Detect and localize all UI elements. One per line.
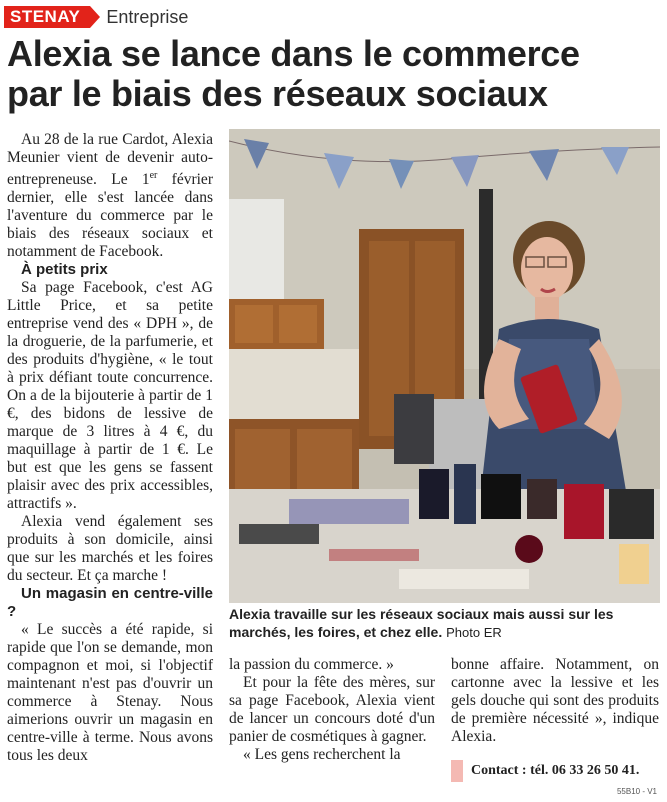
- caption-text: Alexia travaille sur les réseaux sociaux mais aussi sur les marchés, les foires, et chez elle.: [229, 606, 614, 640]
- location-tag: STENAY: [4, 6, 90, 28]
- headline: [7, 34, 662, 114]
- contact-accent-bar: [451, 760, 463, 782]
- paragraph: « Les gens recherchent la: [243, 746, 401, 763]
- subhead-petits-prix: À petits prix: [21, 261, 108, 279]
- headline-line-2: par le biais des réseaux sociaux: [7, 73, 548, 114]
- kicker: [4, 6, 188, 28]
- contact-text: Contact : tél. 06 33 26 50 41.: [471, 763, 640, 778]
- contact-line: [451, 760, 639, 782]
- section-label: Entreprise: [106, 6, 189, 27]
- article-column-3: [451, 656, 659, 746]
- paragraph: Et pour la fête des mères, sur sa page Facebook, Alexia vient de lancer un concours doté d'un panier de cosmétiques à gagner.: [229, 674, 435, 745]
- page-reference: 55B10 - V1: [616, 787, 657, 796]
- photo-caption: [229, 605, 660, 642]
- headline-line-1: Alexia se lance dans le commerce: [7, 33, 580, 74]
- paragraph: la passion du commerce. »: [229, 656, 394, 673]
- paragraph: « Le succès a été rapide, si rapide que l'on se demande, mon compagnon et moi, si l'objectif maintenant n'est pas d'ouvrir un commerce à Stenay. Nous aimerions ouvrir un magasin en centre-ville à terme. Nous avons tous les deux: [7, 621, 213, 765]
- paragraph: Au 28 de la rue Cardot, Alexia Meunier vient de devenir auto-entrepreneuse. Le 1er février dernier, elle s'est lancée dans l'aventure du commerce par le biais des réseaux sociaux et notamment de Facebook.: [7, 131, 213, 261]
- article-photo: [229, 129, 660, 603]
- article-column-1: [7, 131, 213, 765]
- article-column-2: [229, 656, 435, 764]
- paragraph: Sa page Facebook, c'est AG Little Price, et sa petite entreprise vend des « DPH », de la droguerie, de la parfumerie, et des produits d'hygiène, « le tout à prix défiant toute concurrence. On a de la bijouterie à partir de 1 €, des bidons de lessive de marque de 3 litres à 4 €, du maquillage à partir de 1 €. Le but est que les gens se fassent plaisir avec des prix accessibles, attractifs ».: [7, 279, 213, 513]
- subhead-magasin: Un magasin en centre-ville ?: [7, 585, 213, 621]
- paragraph: Alexia vend également ses produits à son domicile, ainsi que sur les marchés et les foires du secteur. Et ça marche !: [7, 513, 213, 585]
- photo-credit: Photo ER: [446, 625, 502, 640]
- paragraph: bonne affaire. Notamment, on cartonne avec la lessive et les gels douche qui sont des produits de première nécessité », indique Alexia.: [451, 656, 659, 745]
